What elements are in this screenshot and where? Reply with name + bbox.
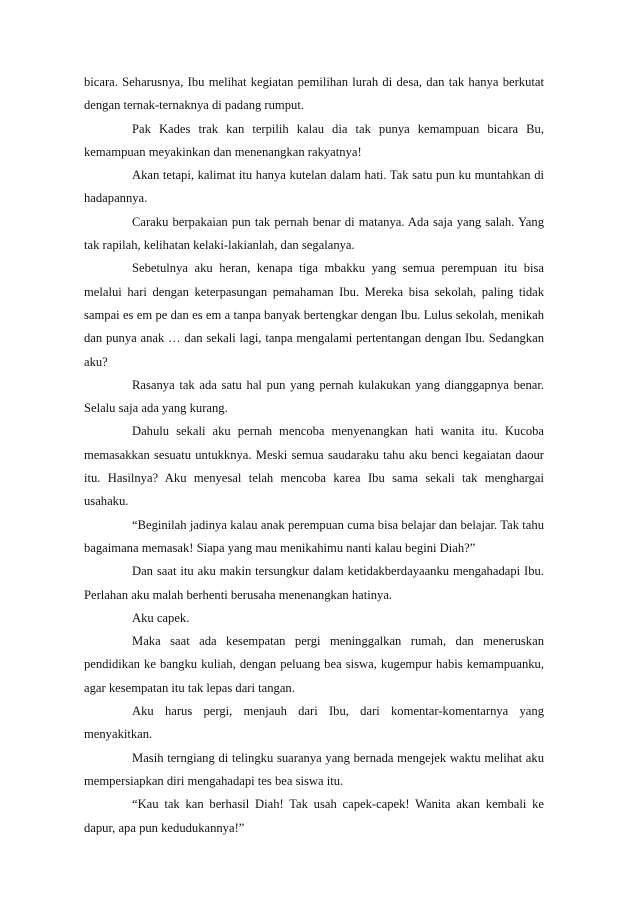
paragraph-9: Dan saat itu aku makin tersungkur dalam ketidakberdayaanku mengahadapi Ibu. Perlahan aku malah berhenti berusaha menenangkan hatinya. (84, 564, 544, 602)
paragraph-8: “Beginilah jadinya kalau anak perempuan cuma bisa belajar dan belajar. Tak tahu bagaimana memasak! Siapa yang mau menikahimu nanti kalau begini Diah?” (84, 517, 544, 555)
paragraph-14: “Kau tak kan berhasil Diah! Tak usah capek-capek! Wanita akan kembali ke dapur, apa pun kedudukannya!” (84, 797, 544, 835)
body-text (84, 71, 544, 840)
paragraph-12: Aku harus pergi, menjauh dari Ibu, dari komentar-komentarnya yang menyakitkan. (84, 704, 544, 742)
paragraph-10: Aku capek. (132, 610, 190, 625)
paragraph-4: Caraku berpakaian pun tak pernah benar di matanya. Ada saja yang salah. Yang tak rapilah, kelihatan kelaki-lakianlah, dan segalanya. (84, 214, 544, 253)
paragraph-5: Sebetulnya aku heran, kenapa tiga mbakku yang semua perempuan itu bisa melalui hari dengan keterpasungan pemahaman Ibu. Mereka bisa sekolah, paling tidak sampai es em pe dan es em a tanpa banyak bertengkar dengan Ibu. Lulus sekolah, menikah dan punya anak … dan sekali lagi, tanpa mengalami pertentangan dengan Ibu. Sedangkan aku? (84, 261, 544, 369)
paragraph-6: Rasanya tak ada satu hal pun yang pernah kulakukan yang dianggapnya benar. Selalu saja ada yang kurang. (84, 377, 544, 416)
paragraph-11: Maka saat ada kesempatan pergi meninggalkan rumah, dan meneruskan pendidikan ke bangku kuliah, dengan peluang bea siswa, kugempur habis kemampuanku, agar kesempatan itu tak lepas dari tangan. (84, 634, 544, 695)
paragraph-3: Akan tetapi, kalimat itu hanya kutelan dalam hati. Tak satu pun ku muntahkan di hadapannya. (84, 168, 544, 206)
paragraph-7: Dahulu sekali aku pernah mencoba menyenangkan hati wanita itu. Kucoba memasakkan sesuatu untukknya. Meski semua saudaraku tahu aku benci kegaiatan daour itu. Hasilnya? Aku menyesal telah mencoba karea Ibu sama sekali tak menghargai usahaku. (84, 424, 544, 509)
paragraph-13: Masih terngiang di telingku suaranya yang bernada mengejek waktu melihat aku mempersiapkan diri mengahadapi tes bea siswa itu. (84, 750, 544, 788)
paragraph-2: Pak Kades trak kan terpilih kalau dia tak punya kemampuan bicara Bu, kemampuan meyakinkan dan menenangkan rakyatnya! (84, 121, 544, 159)
paragraph-1: bicara. Seharusnya, Ibu melihat kegiatan pemilihan lurah di desa, dan tak hanya berkutat dengan ternak-ternaknya di padang rumput. (84, 75, 544, 113)
